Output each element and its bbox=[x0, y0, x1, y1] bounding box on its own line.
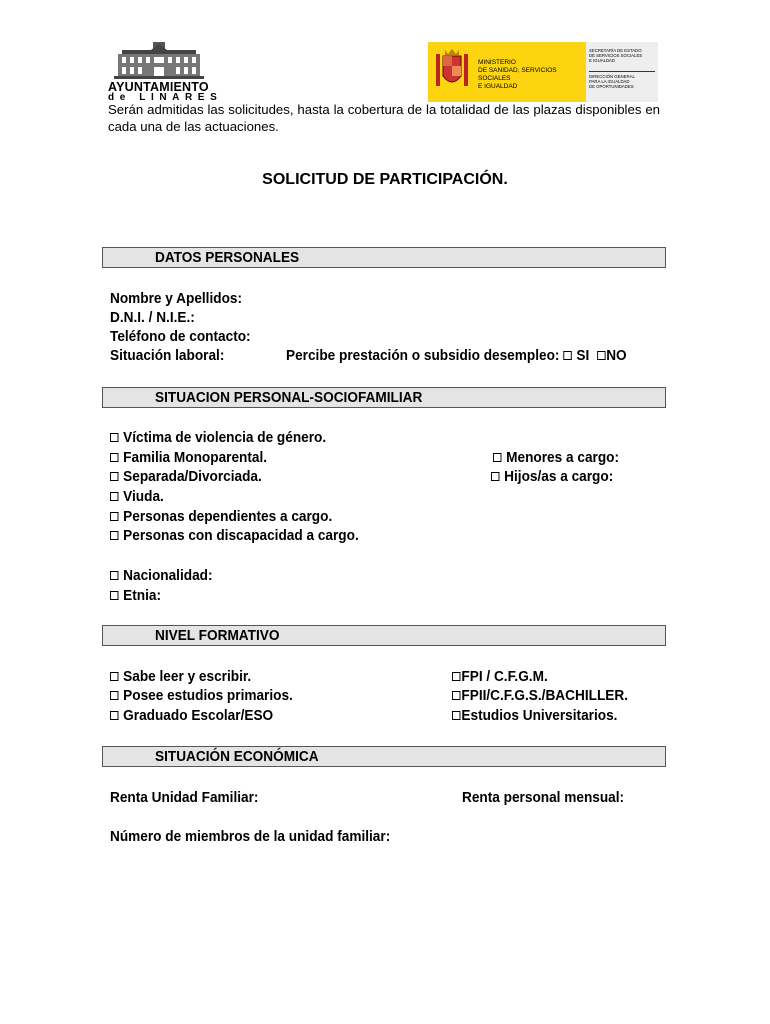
checkbox-item[interactable]: Personas con discapacidad a cargo. bbox=[110, 528, 359, 545]
secretaria-block bbox=[586, 42, 658, 102]
direccion-name: DIRECCIÓN GENERAL PARA LA IGUALDAD DE OPORTUNIDADES bbox=[589, 74, 635, 89]
section-header-personal: DATOS PERSONALES bbox=[102, 247, 666, 268]
benefit-question: Percibe prestación o subsidio desempleo: SI NO bbox=[286, 348, 627, 364]
checkbox-item[interactable]: Etnia: bbox=[110, 588, 161, 605]
checkbox-item[interactable]: Familia Monoparental. bbox=[110, 450, 267, 467]
no-label: NO bbox=[606, 348, 627, 364]
section-header-education: NIVEL FORMATIVO bbox=[102, 625, 666, 646]
checkbox-item[interactable]: FPI / C.F.G.M. bbox=[452, 669, 548, 686]
section-header-economic: SITUACIÓN ECONÓMICA bbox=[102, 746, 666, 767]
no-checkbox[interactable] bbox=[597, 351, 605, 360]
town-hall-logo bbox=[108, 40, 210, 80]
name-label: Nombre y Apellidos: bbox=[110, 291, 243, 307]
secretaria-name: SECRETARÍA DE ESTADO DE SERVICIOS SOCIALES E IGUALDAD bbox=[589, 48, 643, 63]
yes-label: SI bbox=[576, 348, 590, 364]
checkbox bbox=[493, 453, 501, 462]
town-hall-subtitle: de LINARES bbox=[108, 92, 223, 103]
family-income-label: Renta Unidad Familiar: bbox=[110, 790, 259, 806]
checkbox-item[interactable]: Posee estudios primarios. bbox=[110, 688, 293, 705]
checkbox bbox=[110, 492, 118, 501]
personal-income-label: Renta personal mensual: bbox=[462, 790, 625, 806]
checkbox bbox=[110, 711, 118, 720]
checkbox bbox=[110, 691, 118, 700]
checkbox-item[interactable]: Sabe leer y escribir. bbox=[110, 669, 251, 686]
checkbox bbox=[110, 453, 118, 462]
ministry-name: MINISTERIO DE SANIDAD, SERVICIOS SOCIALES E IGUALDAD bbox=[478, 59, 557, 90]
checkbox-item[interactable]: Hijos/as a cargo: bbox=[491, 469, 613, 486]
checkbox bbox=[452, 672, 460, 681]
checkbox bbox=[452, 711, 460, 720]
checkbox-item[interactable]: Graduado Escolar/ESO bbox=[110, 708, 273, 725]
section-header-social: SITUACION PERSONAL-SOCIOFAMILIAR bbox=[102, 387, 666, 408]
labor-label: Situación laboral: bbox=[110, 348, 225, 364]
checkbox-item[interactable]: FPII/C.F.G.S./BACHILLER. bbox=[452, 688, 628, 705]
checkbox bbox=[110, 433, 118, 442]
checkbox bbox=[110, 531, 118, 540]
yes-checkbox[interactable] bbox=[563, 351, 571, 360]
checkbox bbox=[110, 571, 118, 580]
divider bbox=[589, 71, 655, 72]
checkbox bbox=[110, 591, 118, 600]
members-label: Número de miembros de la unidad familiar: bbox=[110, 829, 391, 845]
coat-of-arms-icon bbox=[434, 48, 470, 94]
checkbox-item[interactable]: Separada/Divorciada. bbox=[110, 469, 262, 486]
dni-label: D.N.I. / N.I.E.: bbox=[110, 310, 195, 326]
checkbox-item[interactable]: Nacionalidad: bbox=[110, 568, 213, 585]
checkbox bbox=[491, 472, 499, 481]
checkbox bbox=[110, 472, 118, 481]
document-title: SOLICITUD DE PARTICIPACIÓN. bbox=[262, 171, 508, 188]
phone-label: Teléfono de contacto: bbox=[110, 329, 251, 345]
checkbox-item[interactable]: Viuda. bbox=[110, 489, 164, 506]
checkbox bbox=[110, 512, 118, 521]
checkbox-item[interactable]: Víctima de violencia de género. bbox=[110, 430, 326, 447]
checkbox bbox=[452, 691, 460, 700]
ministry-logo bbox=[428, 42, 586, 102]
intro-paragraph: Serán admitidas las solicitudes, hasta la cobertura de la totalidad de las plazas disponibles en cada una de las actuaciones. bbox=[108, 102, 660, 134]
town-hall-title: AYUNTAMIENTO bbox=[108, 80, 209, 94]
checkbox-item[interactable]: Menores a cargo: bbox=[493, 450, 619, 467]
checkbox-item[interactable]: Personas dependientes a cargo. bbox=[110, 509, 332, 526]
checkbox bbox=[110, 672, 118, 681]
checkbox-item[interactable]: Estudios Universitarios. bbox=[452, 708, 617, 725]
